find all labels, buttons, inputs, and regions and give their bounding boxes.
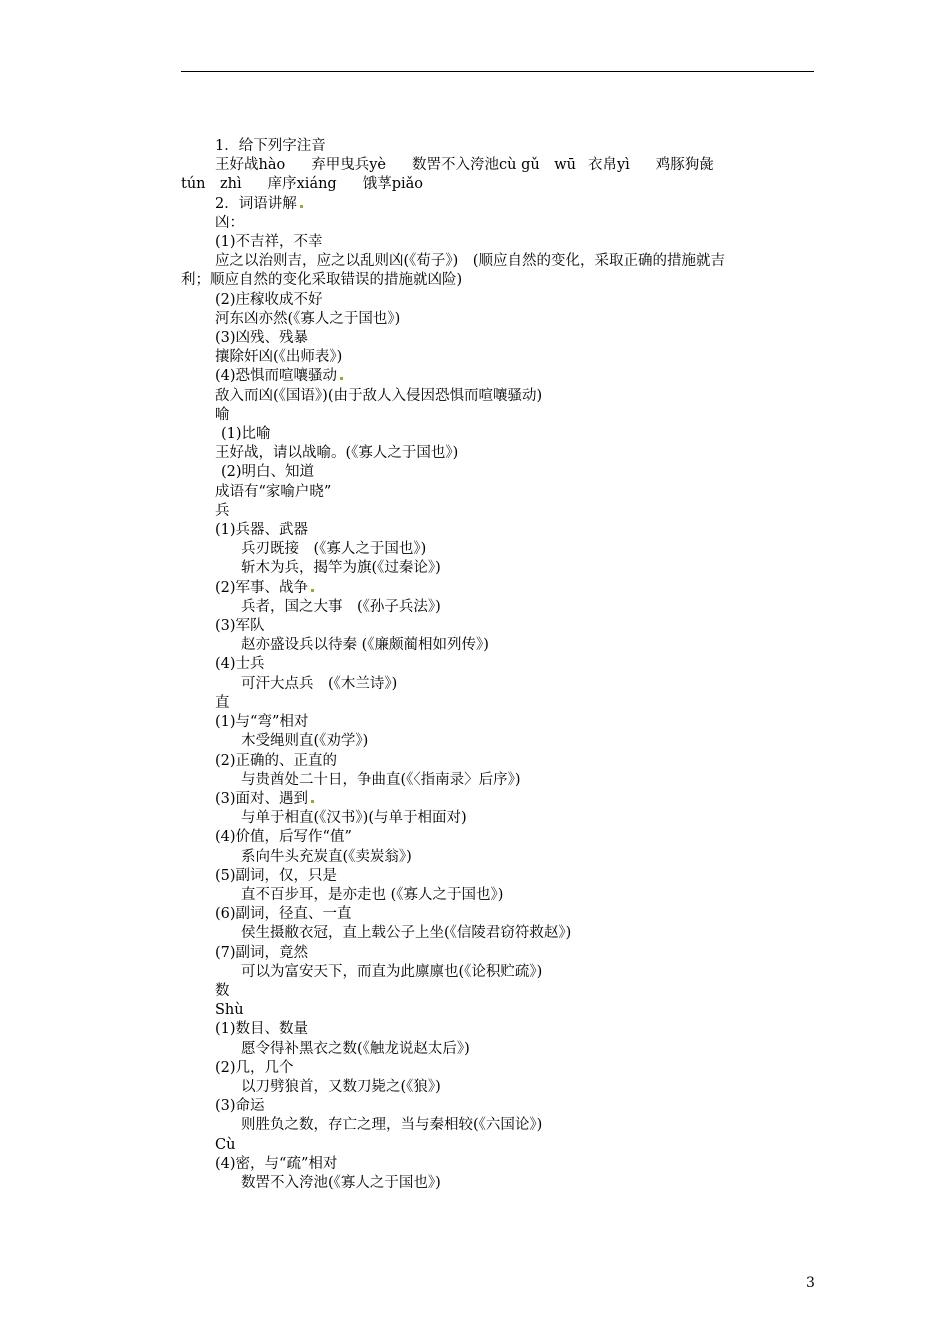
example: 则胜负之数，存亡之理，当与秦相较(《六国论》) <box>241 1117 543 1134</box>
dot-mark <box>300 205 303 208</box>
sense: (4)士兵 <box>215 656 265 673</box>
dot-mark <box>311 589 314 592</box>
example: 与单于相直(《汉书》)(与单于相面对) <box>241 810 467 827</box>
example: 可以为富安天下，而直为此廪廪也(《论积贮疏》) <box>241 963 543 980</box>
sense: (2)正确的、正直的 <box>215 752 338 769</box>
example: 直不百步耳，是亦走也 (《寡人之于国也》) <box>241 886 504 903</box>
exercise-2-title: 2．词语讲解 <box>181 195 814 214</box>
pinyin-label: Shù <box>215 1002 244 1019</box>
example: 成语有“家喻户晓” <box>215 483 332 500</box>
example: 赵亦盛设兵以待秦 (《廉颇蔺相如列传》) <box>241 637 489 654</box>
entry-zhi-head: 直 <box>215 694 230 711</box>
sense: (4)密，与“疏”相对 <box>215 1155 338 1172</box>
example: 攘除奸凶(《出师表》) <box>215 349 343 366</box>
example: 应之以治则吉，应之以乱则凶(《荀子》) (顺应自然的变化，采取正确的措施就吉 <box>215 253 725 270</box>
pinyin-label: Cù <box>215 1136 236 1153</box>
sense: (3)命运 <box>215 1098 265 1115</box>
sense: (2)庄稼收成不好 <box>215 291 323 308</box>
exercise-1-row-2: tún zhì 庠序xiáng 饿莩piǎo <box>181 176 424 193</box>
example: 数罟不入洿池(《寡人之于国也》) <box>241 1174 441 1191</box>
example: 可汗大点兵 (《木兰诗》) <box>241 675 398 692</box>
sense: (4)恐惧而喧嚷骚动 <box>181 367 814 386</box>
entry-bing-head: 兵 <box>215 502 230 519</box>
example: 木受绳则直(《劝学》) <box>241 733 369 750</box>
sense: (7)副词，竟然 <box>215 944 309 961</box>
page-number: 3 <box>806 1275 815 1291</box>
dot-mark <box>340 377 343 380</box>
sense: (1)不吉祥，不幸 <box>215 234 323 251</box>
example: 敌入而凶(《国语》)(由于敌人入侵因恐惧而喧嚷骚动) <box>215 387 543 404</box>
sense: (1)比喻 <box>221 426 271 443</box>
exercise-1-title: 1．给下列字注音 <box>215 138 326 154</box>
sense: (3)军队 <box>215 618 265 635</box>
sense: (4)价值，后写作“值” <box>215 829 352 846</box>
example-continued: 利；顺应自然的变化采取错误的措施就凶险) <box>181 272 463 289</box>
example: 与贵酋处二十日，争曲直(《〈指南录〉后序》) <box>241 771 521 788</box>
sense: (3)凶残、残暴 <box>215 330 309 347</box>
sense: (2)明白、知道 <box>221 464 315 481</box>
sense: (2)军事、战争 <box>181 579 814 598</box>
example: 以刀劈狼首，又数刀毙之(《狼》) <box>241 1078 441 1095</box>
example: 系向牛头充炭直(《卖炭翁》) <box>241 848 412 865</box>
sense: (2)几，几个 <box>215 1059 294 1076</box>
sense: (6)副词，径直、一直 <box>215 906 352 923</box>
example: 愿令得补黑衣之数(《触龙说赵太后》) <box>241 1040 470 1057</box>
example: 河东凶亦然(《寡人之于国也》) <box>215 310 401 327</box>
sense: (5)副词，仅，只是 <box>215 867 338 884</box>
example: 侯生摄敝衣冠，直上载公子上坐(《信陵君窃符救赵》) <box>241 925 572 942</box>
dot-mark <box>311 800 314 803</box>
example: 斩木为兵，揭竿为旗(《过秦论》) <box>241 560 441 577</box>
entry-shu-head: 数 <box>215 982 230 999</box>
document-body <box>181 137 814 1193</box>
example: 兵者，国之大事 (《孙子兵法》) <box>241 598 441 615</box>
entry-xiong-head: 凶： <box>215 214 244 231</box>
header-rule <box>181 71 814 72</box>
example: 兵刃既接 (《寡人之于国也》) <box>241 541 427 558</box>
sense: (3)面对、遇到 <box>181 790 814 809</box>
sense: (1)兵器、武器 <box>215 522 309 539</box>
example: 王好战，请以战喻。(《寡人之于国也》) <box>215 445 459 462</box>
sense: (1)数目、数量 <box>215 1021 309 1038</box>
sense: (1)与“弯”相对 <box>215 714 309 731</box>
exercise-1-row-1: 王好战hào 弃甲曳兵yè 数罟不入洿池cù gǔ wū 衣帛yì 鸡豚狗彘 <box>215 157 714 174</box>
entry-yu-head: 喻 <box>215 406 230 423</box>
